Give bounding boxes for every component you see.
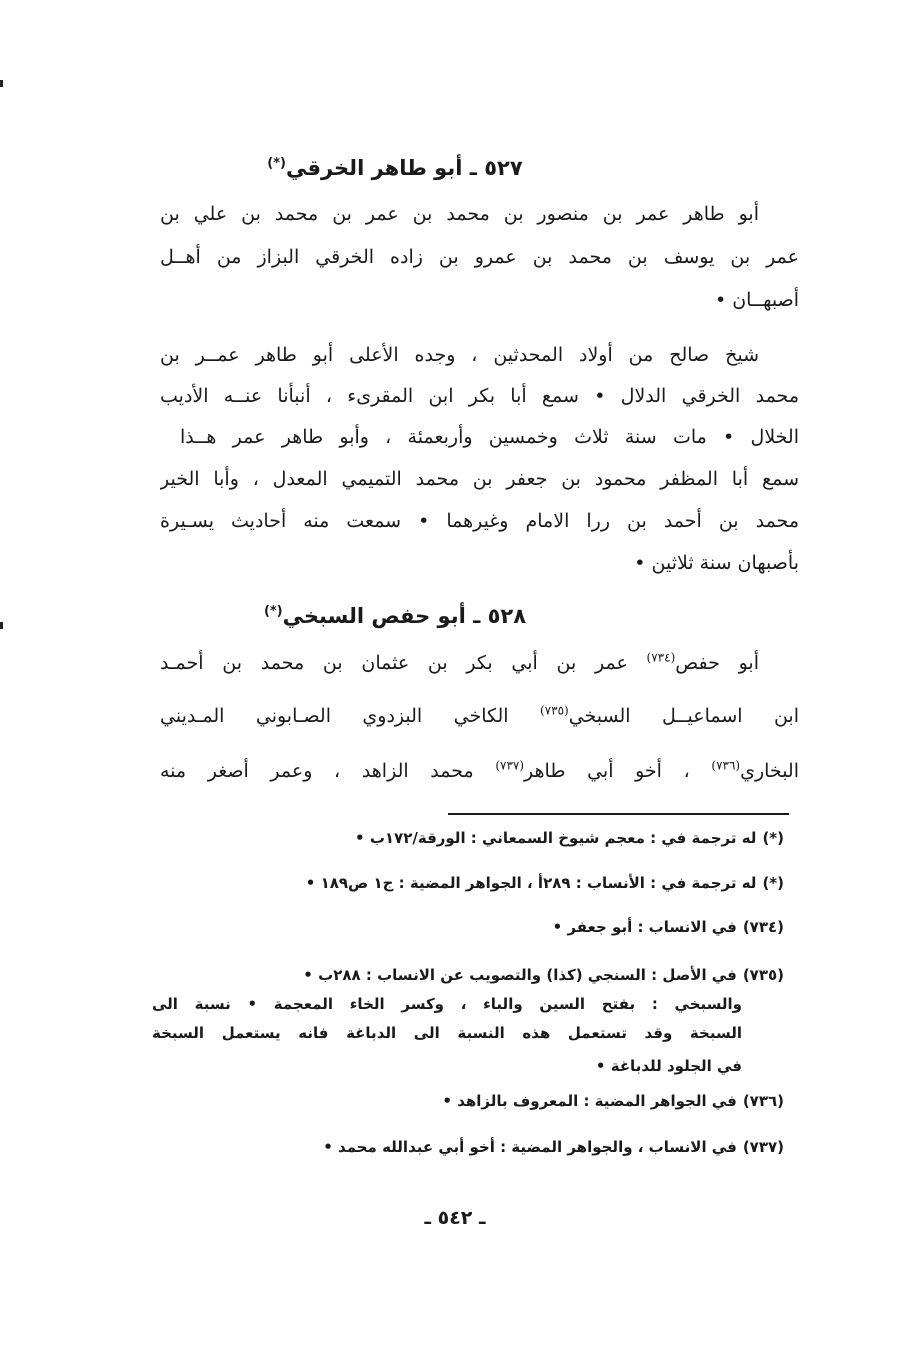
- footnote-marker: (*): [267, 156, 286, 171]
- footnote: (٧٣٥)في الأصل : السنجي (كذا) والتصويب عن الانساب : ٢٨٨ب •: [303, 966, 784, 984]
- footnote-continuation: والسبخي : بفتح السين والباء ، وكسر الخاء المعجمة • نسبة الى: [152, 995, 742, 1013]
- footnote: (*)له ترجمة في : معجم شيوخ السمعاني : الورقة/١٧٢ب •: [355, 829, 784, 847]
- entry-heading-text: ٥٢٨ ـ أبو حفص السبخي: [282, 604, 527, 628]
- entry-heading-text: ٥٢٧ ـ أبو طاهر الخرقي: [285, 156, 523, 180]
- footnote: (*)له ترجمة في : الأنساب : ٢٨٩أ ، الجواهر المضية : ج١ ص١٨٩ •: [305, 874, 784, 892]
- footnote-ref: (٧٣٥): [539, 703, 569, 718]
- body-line: محمد الخرقي الدلال • سمع أبا بكر ابن المقرىء ، أنبأنا عنــه الأديب: [160, 385, 799, 407]
- footnote-continuation: في الجلود للدباغة •: [595, 1057, 742, 1075]
- body-line: ابن اسماعيــل السبخي$^{(٧٣٥)}$ الكاخي البزدوي الصـابوني المـديني: [160, 703, 799, 727]
- footnote-ref: (٧٣٤): [646, 650, 676, 665]
- footnote-ref: (٧٣٦): [711, 758, 741, 773]
- body-line: أبو طاهر عمر بن منصور بن محمد بن عمر بن محمد بن علي بن: [160, 203, 759, 225]
- entry-heading-527: [160, 149, 630, 183]
- body-line: شيخ صالح من أولاد المحدثين ، وجده الأعلى أبو طاهر عمــر بن: [160, 344, 759, 366]
- page-number: ـ ٥٤٢ ـ: [424, 1207, 486, 1229]
- body-line: أصبهــان •: [714, 289, 799, 311]
- footnote-continuation: السبخة وقد تستعمل هذه النسبة الى الدباغة فانه يستعمل السبخة: [152, 1024, 742, 1042]
- body-line: أبو حفص$^{(٧٣٤)}$ عمر بن أبي بكر بن عثمان بن محمد بن أحمـد: [160, 650, 759, 674]
- footnote-ref: (٧٣٧): [495, 758, 525, 773]
- footnote: (٧٣٦)في الجواهر المضية : المعروف بالزاهد •: [442, 1092, 784, 1110]
- entry-heading-528: [160, 597, 630, 631]
- footnote-separator: [448, 813, 789, 815]
- body-line: عمر بن يوسف بن محمد بن عمرو بن زاده الخرقي البزاز من أهــل: [160, 246, 799, 268]
- body-line: الخلال • مات سنة ثلاث وخمسين وأربعمئة ، وأبو طاهر عمر هــذا: [180, 426, 799, 448]
- scan-edge-mark: [0, 622, 3, 629]
- body-line: بأصبهان سنة ثلاثين •: [634, 552, 799, 574]
- scan-edge-mark: [0, 80, 3, 87]
- body-line: محمد بن أحمد بن ررا الامام وغيرهما • سمعت منه أحاديث يسـيرة: [160, 510, 799, 532]
- body-line: البخاري$^{(٧٣٦)}$ ، أخو أبي طاهر$^{(٧٣٧)}$ محمد الزاهد ، وعمر أصغر منه: [160, 758, 799, 782]
- footnote: (٧٣٤)في الانساب : أبو جعفر •: [552, 918, 784, 936]
- footnote: (٧٣٧)في الانساب ، والجواهر المضية : أخو أبي عبدالله محمد •: [323, 1138, 784, 1156]
- body-line: سمع أبا المظفر محمود بن جعفر بن محمد التميمي المعدل ، وأبا الخير: [160, 468, 799, 490]
- footnote-marker: (*): [263, 604, 283, 619]
